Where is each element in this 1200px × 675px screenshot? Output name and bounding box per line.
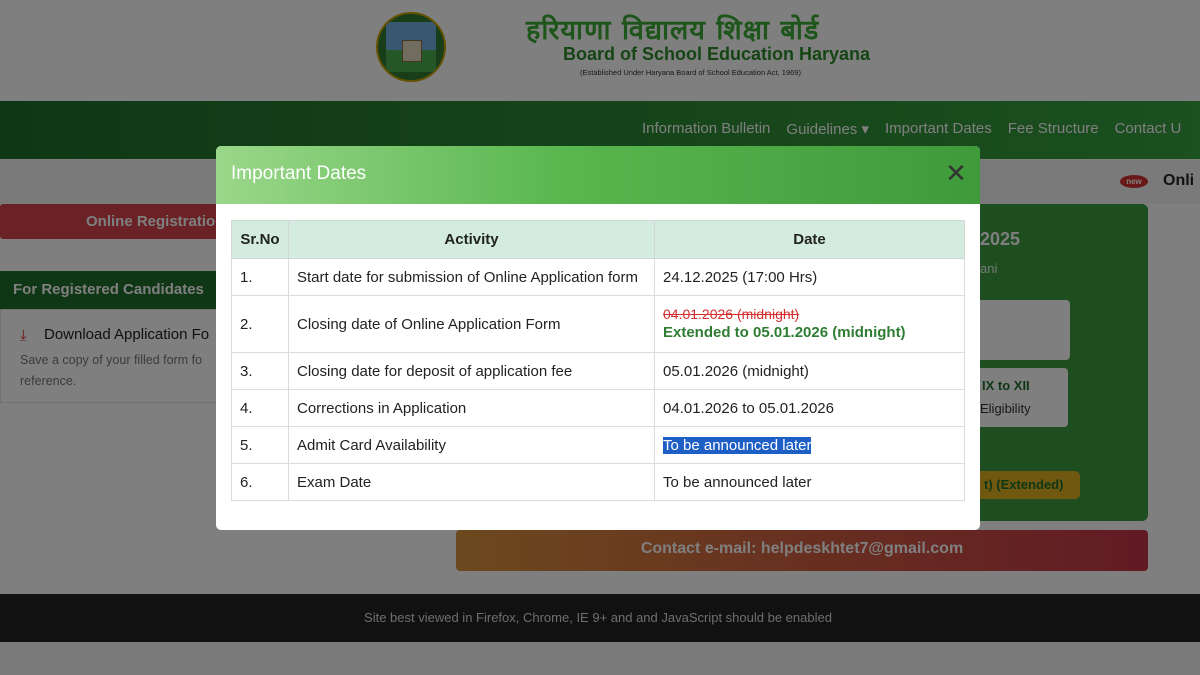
table-row (232, 427, 965, 464)
row-activity: Admit Card Availability (289, 427, 655, 464)
row-srno: 5. (232, 427, 289, 464)
table-row (232, 259, 965, 296)
row-srno: 1. (232, 259, 289, 296)
row-srno: 2. (232, 296, 289, 353)
row-activity: Exam Date (289, 464, 655, 501)
row-activity: Closing date for deposit of application fee (289, 353, 655, 390)
close-icon[interactable]: ✕ (945, 159, 967, 189)
row-srno: 3. (232, 353, 289, 390)
row-date (655, 296, 965, 353)
row-date: 24.12.2025 (17:00 Hrs) (655, 259, 965, 296)
table-row (232, 353, 965, 390)
row-activity: Start date for submission of Online Application form (289, 259, 655, 296)
selected-date-text[interactable]: To be announced later (663, 436, 812, 454)
row-srno: 6. (232, 464, 289, 501)
col-header-date: Date (655, 221, 965, 259)
table-row (232, 464, 965, 501)
col-header-activity: Activity (289, 221, 655, 259)
table-row (232, 390, 965, 427)
col-header-srno: Sr.No (232, 221, 289, 259)
row-date: 05.01.2026 (midnight) (655, 353, 965, 390)
row-date: To be announced later (655, 464, 965, 501)
table-header-row (232, 221, 965, 259)
row-activity: Closing date of Online Application Form (289, 296, 655, 353)
row-activity: Corrections in Application (289, 390, 655, 427)
modal-title: Important Dates (231, 163, 367, 184)
row-date (655, 427, 965, 464)
important-dates-modal (216, 146, 980, 530)
important-dates-table (231, 220, 965, 501)
row-date: 04.01.2026 to 05.01.2026 (655, 390, 965, 427)
row-srno: 4. (232, 390, 289, 427)
extended-closing-date: Extended to 05.01.2026 (midnight) (663, 324, 906, 341)
old-closing-date: 04.01.2026 (midnight) (663, 306, 800, 322)
table-row (232, 296, 965, 353)
